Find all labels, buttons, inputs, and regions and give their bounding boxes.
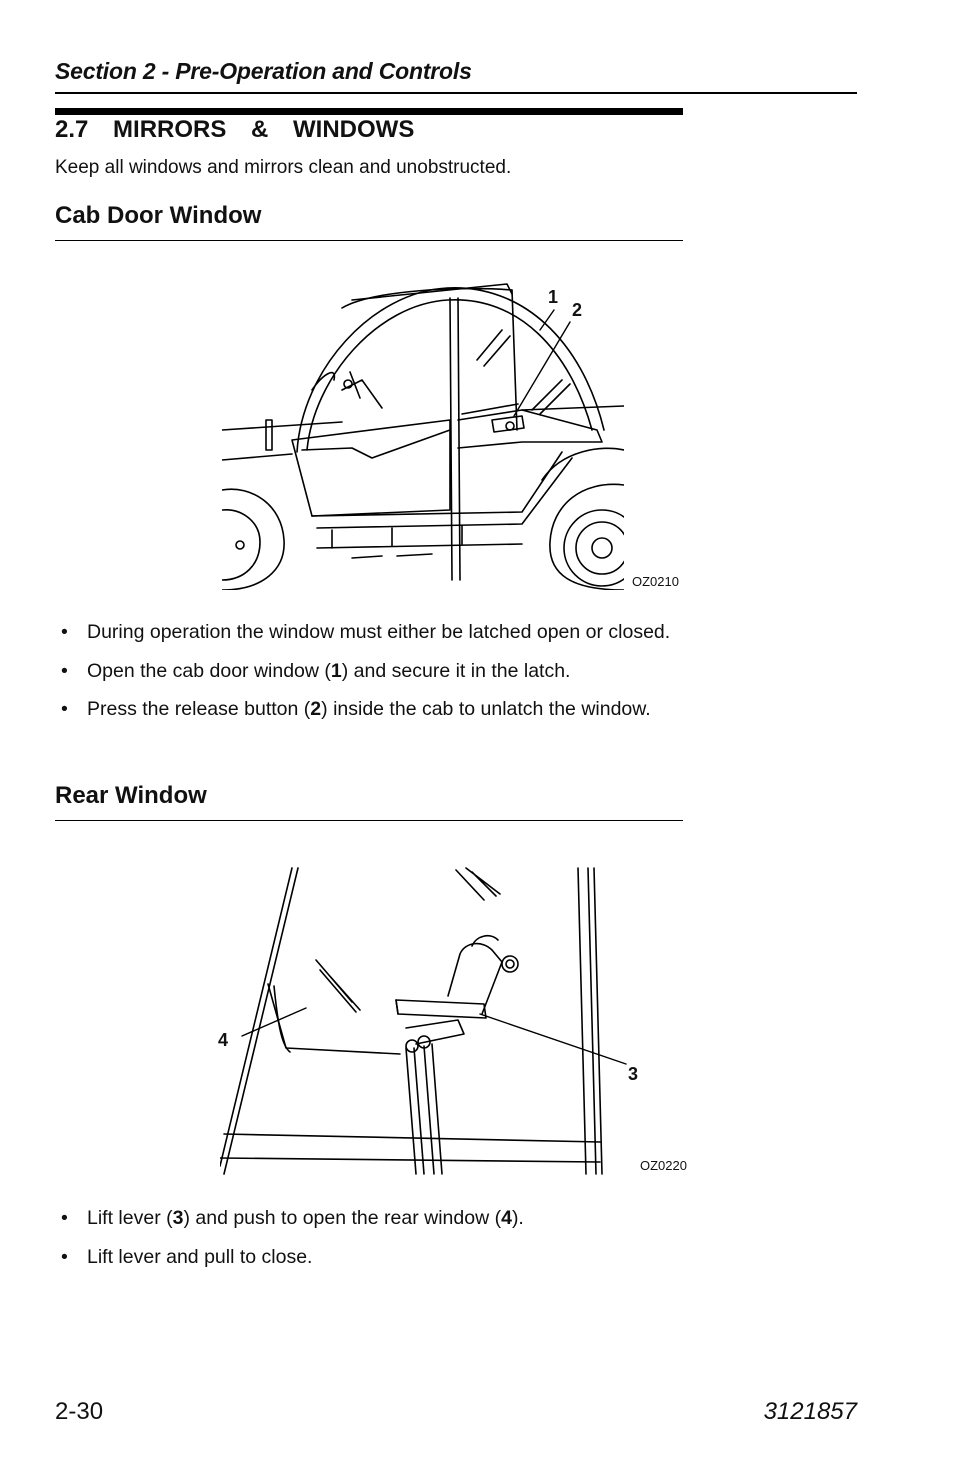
- callout-1: 1: [548, 287, 559, 307]
- document-number: 3121857: [763, 1398, 857, 1425]
- cab-door-rule: [55, 240, 683, 241]
- rear-window-rule: [55, 820, 683, 821]
- callout-2: 2: [572, 300, 583, 320]
- list-item: • Lift lever (3) and push to open the rear window (4).: [55, 1206, 905, 1245]
- intro-text: Keep all windows and mirrors clean and unobstructed.: [55, 157, 512, 178]
- callout-3: 3: [628, 1064, 639, 1084]
- section-header: Section 2 - Pre-Operation and Controls: [55, 58, 472, 84]
- page-number: 2-30: [55, 1398, 104, 1425]
- callout-4: 4: [218, 1030, 229, 1050]
- rear-window-illustration: [220, 866, 630, 1176]
- list-item: • Open the cab door window (1) and secure it in the latch.: [55, 659, 905, 698]
- rear-window-heading: Rear Window: [55, 782, 207, 809]
- section-divider: [55, 108, 683, 115]
- cab-door-illustration: [222, 280, 624, 590]
- cab-door-figure-code: OZ0210: [632, 574, 679, 589]
- list-item: • During operation the window must either be latched open or closed.: [55, 620, 905, 659]
- list-item: • Press the release button (2) inside the cab to unlatch the window.: [55, 697, 905, 736]
- header-rule: [55, 92, 857, 94]
- cab-door-bullet-list: [55, 620, 905, 736]
- rear-window-bullet-list: [55, 1206, 905, 1283]
- cab-door-heading: Cab Door Window: [55, 202, 262, 229]
- section-title: 2.7 MIRRORS & WINDOWS: [55, 116, 415, 143]
- rear-window-figure-code: OZ0220: [640, 1158, 687, 1173]
- list-item: • Lift lever and pull to close.: [55, 1245, 905, 1284]
